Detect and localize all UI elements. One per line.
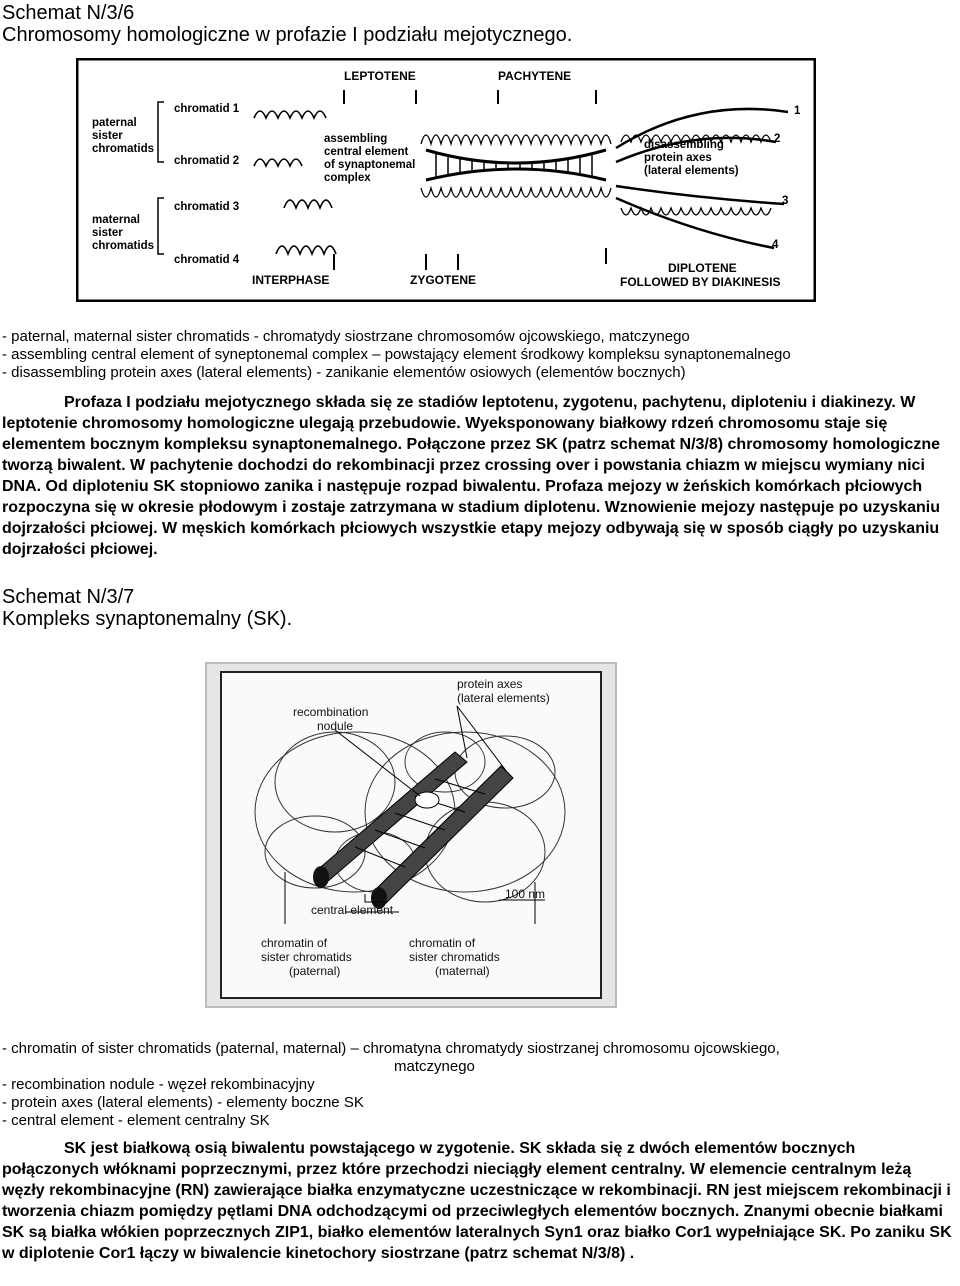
meiosis-prophase-figure: [76, 58, 816, 302]
diplotene-loops: [616, 109, 788, 248]
complex-loops: [421, 135, 611, 197]
legend1-item: - assembling central element of syneptonemal complex – powstający element środkowy kompleksu synaptonemalnego: [2, 346, 791, 363]
chromatid-4-label: chromatid 4: [174, 254, 240, 266]
meiosis-diagram-svg: [76, 58, 816, 302]
legend1: [2, 328, 791, 382]
assembling-label-4: complex: [324, 172, 371, 184]
section1-subtitle: Chromosomy homologiczne w profazie I podziału mejotycznego.: [2, 24, 573, 46]
stage-diplotene: DIPLOTENE: [668, 261, 737, 275]
scale-bar-label: 100 nm: [505, 887, 546, 901]
paragraph1: Profaza I podziału mejotycznego składa się ze stadiów leptotenu, zygotenu, pachytenu, diploteniu i diakinezy. W leptotenie chromosomy homologiczne ulegają przebudowie. Wyeksponowany białkowy rdzeń chromosomu staje się elementem bocznym kompleksu synaptonemalnego. Połączone przez SK (patrz schemat N/3/8) chromosomy homologiczne tworzą biwalent. W pachytenie dochodzi do rekombinacji przez crossing over i powstania chiazm w miejscu wymiany nici DNA. Od diploteniu SK stopniowo zanika i następuje rozpad biwalentu. Profaza mejozy w żeńskich komórkach płciowych rozpoczyna się w okresie płodowym i zostaje zatrzymana w stadium diplotenu. Wznowienie mejozy następuje po uzyskaniu dojrzałości płciowej. W męskich komórkach płciowych wszystkie etapy mejozy odbywają się w sposób ciągły po uzyskaniu dojrzałości płciowej.: [2, 394, 940, 558]
section2-subtitle: Kompleks synaptonemalny (SK).: [2, 608, 293, 630]
legend2-item-1: - chromatin of sister chromatids (paternal, maternal) – chromatyna chromatydy siostrzanej chromosomu ojcowskiego,: [2, 1040, 780, 1057]
number-4: 4: [772, 239, 779, 251]
legend1-item: - disassembling protein axes (lateral elements) - zanikanie elementów osiowych (elementów bocznych): [2, 364, 686, 381]
paternal-label-1: paternal: [92, 117, 137, 129]
legend2-item-2: - recombination nodule - węzeł rekombinacyjny: [2, 1076, 315, 1093]
central-element-label: central element: [311, 903, 394, 917]
paternal-bracket: [158, 102, 164, 162]
stage-zygotene: ZYGOTENE: [410, 273, 477, 287]
number-3: 3: [782, 195, 789, 207]
recombination-label-1: recombination: [293, 705, 369, 719]
legend2-item-3: - protein axes (lateral elements) - elementy boczne SK: [2, 1094, 364, 1111]
chromatin-maternal-label-2: sister chromatids: [409, 950, 500, 964]
legend2-item-1-continued: matczynego: [394, 1058, 475, 1075]
assembling-label-1: assembling: [324, 133, 388, 145]
paternal-label-3: chromatids: [92, 143, 154, 155]
stage-pachytene: PACHYTENE: [498, 69, 572, 83]
paragraph2: SK jest białkową osią biwalentu powstającego w zygotenie. SK składa się z dwóch elementów bocznych połączonych włóknami poprzecznymi, przez które przechodzi nieciągły element centralny. W elemencie centralnym leżą węzły rekombinacyjne (RN) zawierające białka enzymatyczne uczestniczące w rekombinacji. RN jest miejscem rekombinacji i tworzenia chiazm pomiędzy pętlami DNA odchodzącymi od przeciwległych elementów bocznych. Znanymi obecnie białkami SK są białka włókien poprzecznych ZIP1, białko elementów lateralnych Syn1 oraz białko Cor1 wypełniające SK. Po zaniku SK w diplotenie Cor1 łączy w biwalencie kinetochory siostrzane (patrz schemat N/3/8) .: [2, 1140, 952, 1262]
legend1-item: - paternal, maternal sister chromatids - chromatydy siostrzane chromosomów ojcowskiego, matczynego: [2, 328, 690, 345]
paternal-label-2: sister: [92, 130, 123, 142]
legend2-item-4: - central element - element centralny SK: [2, 1112, 270, 1129]
synaptonemal-complex-figure: [205, 662, 617, 1008]
section2-header: [2, 586, 292, 630]
maternal-label-2: sister: [92, 227, 123, 239]
maternal-label-3: chromatids: [92, 240, 154, 252]
chromatin-paternal-label-2: sister chromatids: [261, 950, 352, 964]
recombination-label-2: nodule: [317, 719, 354, 733]
number-2: 2: [774, 133, 781, 145]
section1-header: [2, 2, 572, 46]
stage-leptotene: LEPTOTENE: [344, 69, 416, 83]
chromatin-maternal-label-1: chromatin of: [409, 936, 476, 950]
protein-axes-label-2: (lateral elements): [457, 691, 550, 705]
sc-diagram-svg: [205, 662, 617, 1008]
protein-axes-label-1: protein axes: [457, 677, 523, 691]
stage-diakinesis: FOLLOWED BY DIAKINESIS: [620, 275, 781, 289]
synaptonemal-complex: [426, 150, 606, 180]
maternal-bracket: [158, 198, 164, 254]
legend2: [2, 1040, 780, 1130]
chromatin-paternal-label-1: chromatin of: [261, 936, 328, 950]
disassembling-label-2: protein axes: [644, 152, 712, 164]
chromatin-maternal-label-3: (maternal): [435, 964, 490, 978]
chromatin-paternal-label-3: (paternal): [289, 964, 341, 978]
disassembling-label-3: (lateral elements): [644, 165, 739, 177]
chromatid-1-label: chromatid 1: [174, 103, 240, 115]
assembling-label-2: central element: [324, 146, 409, 158]
maternal-label-1: maternal: [92, 214, 140, 226]
stage-ticks: [334, 90, 606, 270]
assembling-label-3: of synaptonemal: [324, 159, 416, 171]
section1-title: Schemat N/3/6: [2, 2, 135, 24]
chromatid-2-label: chromatid 2: [174, 155, 240, 167]
section2-title: Schemat N/3/7: [2, 586, 135, 608]
chromatid-3-label: chromatid 3: [174, 201, 240, 213]
stage-interphase: INTERPHASE: [252, 273, 330, 287]
number-1: 1: [794, 105, 801, 117]
disassembling-label-1: disassembling: [644, 139, 724, 151]
